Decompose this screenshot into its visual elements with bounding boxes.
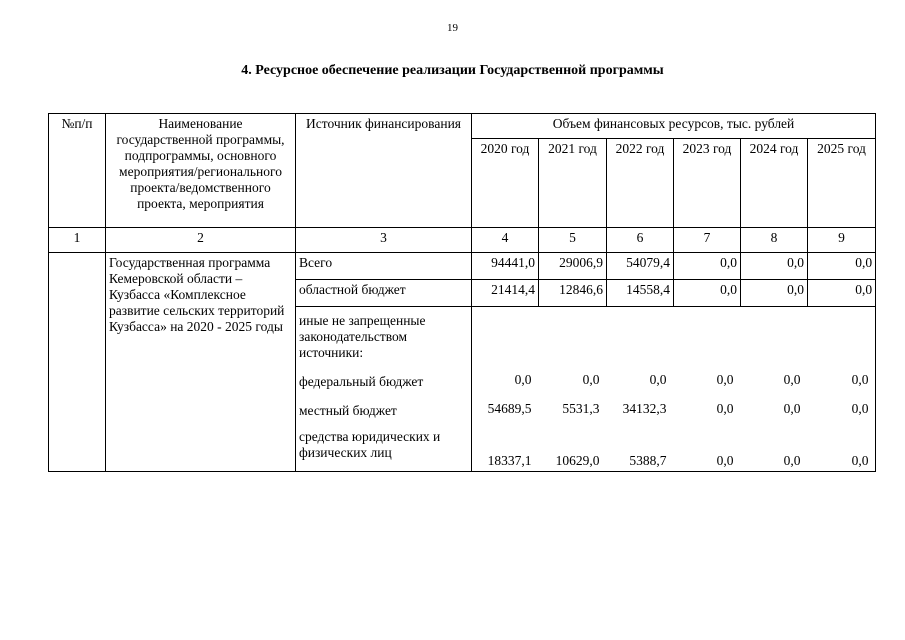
index-cell: 4 [472,228,539,253]
index-cell: 7 [674,228,741,253]
value-cell: 0,0 [808,253,876,280]
value-cell: 0,0 [582,371,600,387]
value-cell: 0,0 [808,280,876,307]
index-cell: 2 [106,228,296,253]
value-cell: 54689,5 [487,400,532,416]
index-row [49,228,876,253]
source-cell: Всего [296,253,472,280]
value-cell: 0,0 [851,400,869,416]
value-cell: 0,0 [716,400,734,416]
value-cell: 0,0 [783,453,801,468]
page-number: 19 [447,22,458,34]
value-cell: 5388,7 [629,453,667,468]
value-cell: 34132,3 [622,400,667,416]
value-cell: 0,0 [783,371,801,387]
index-cell: 6 [607,228,674,253]
section-title: 4. Ресурсное обеспечение реализации Государственной программы [241,63,664,78]
value-cell: 0,0 [716,453,734,468]
table-row [49,253,876,280]
value-cell: 0,0 [741,253,808,280]
header-num: №п/п [49,114,106,228]
value-cell: 0,0 [851,453,869,468]
header-volume: Объем финансовых ресурсов, тыс. рублей [472,114,876,139]
table-row [468,365,877,394]
index-cell: 8 [741,228,808,253]
value-cell: 14558,4 [607,280,674,307]
source-cell: федеральный бюджет [296,367,472,396]
value-cell: 54079,4 [607,253,674,280]
program-num [49,253,106,472]
header-year: 2020 год [472,139,539,228]
program-name: Государственная программа Кемеровской области – Кузбасса «Комплексное развитие сельских территорий Кузбасса» на 2020 - 2025 годы [106,253,296,472]
header-year: 2023 год [674,139,741,228]
header-name: Наименование государственной программы, подпрограммы, основного мероприятия/регионального проекта/ведомственного проекта, мероприятия [106,114,296,228]
source-cell: областной бюджет [296,280,472,307]
value-cell: 0,0 [783,400,801,416]
resource-table [48,113,876,472]
table-row [468,423,877,471]
header-source: Источник финансирования [296,114,472,228]
value-cell: 18337,1 [487,453,532,468]
value-cell: 29006,9 [539,253,607,280]
index-cell: 3 [296,228,472,253]
value-cell: 0,0 [674,280,741,307]
value-cell: 0,0 [674,253,741,280]
value-cell: 94441,0 [472,253,539,280]
value-cell: 5531,3 [562,400,600,416]
index-cell: 5 [539,228,607,253]
value-cell: 0,0 [649,371,667,387]
value-cell: 0,0 [741,280,808,307]
source-cell: иные не запрещенные законодательством источники: [296,307,472,368]
source-cell: местный бюджет [296,396,472,425]
header-year: 2022 год [607,139,674,228]
header-year: 2025 год [808,139,876,228]
table-row [468,394,877,423]
value-cell: 10629,0 [555,453,600,468]
header-year: 2021 год [539,139,607,228]
value-cell: 12846,6 [539,280,607,307]
index-cell: 9 [808,228,876,253]
index-cell: 1 [49,228,106,253]
source-cell: средства юридических и физических лиц [296,425,472,472]
value-cell: 0,0 [514,371,532,387]
value-cell: 0,0 [716,371,734,387]
value-cell: 0,0 [851,371,869,387]
header-year: 2024 год [741,139,808,228]
value-cell: 21414,4 [472,280,539,307]
